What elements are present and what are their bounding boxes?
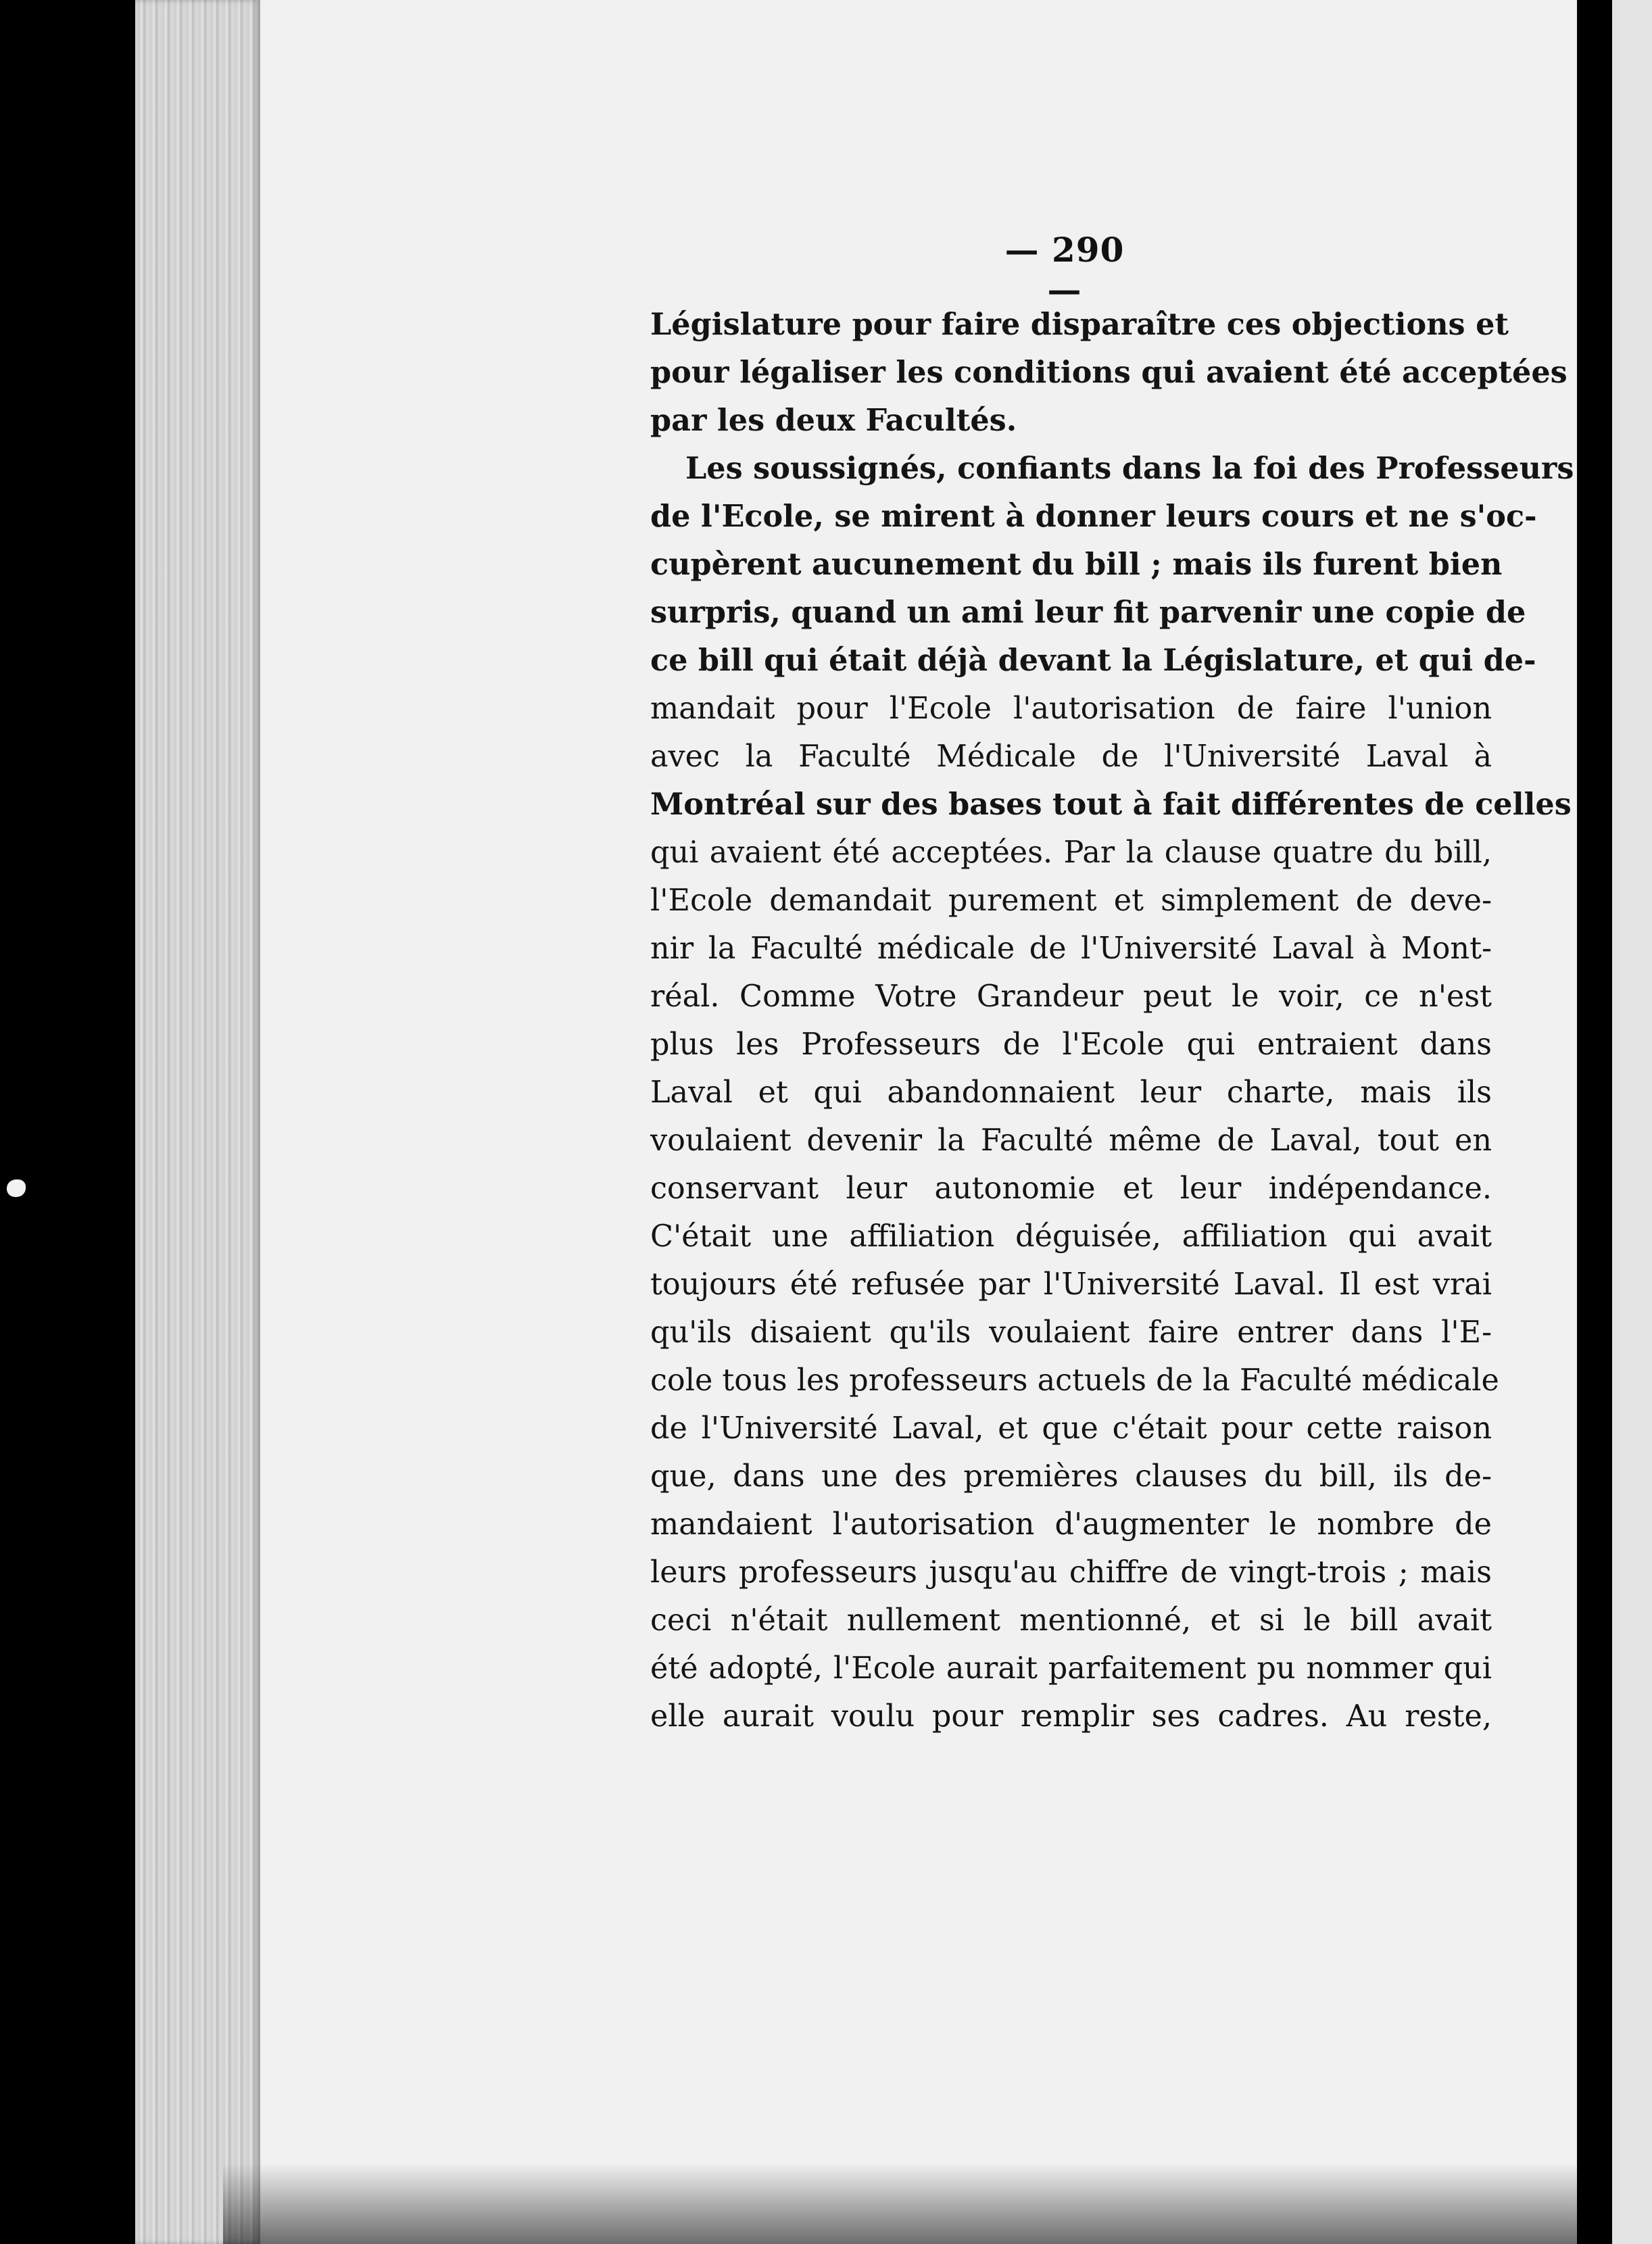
text-line: toujours été refusée par l'Université Laval. Il est vrai xyxy=(650,1267,1492,1302)
text-line: plus les Professeurs de l'Ecole qui entraient dans xyxy=(650,1027,1492,1062)
bottom-shadow xyxy=(223,2163,1577,2244)
facing-page-edge xyxy=(1612,0,1652,2244)
text-line: surpris, quand un ami leur fit parvenir une copie de xyxy=(650,595,1526,630)
text-line: cole tous les professeurs actuels de la Faculté médicale xyxy=(650,1363,1499,1398)
text-line: ce bill qui était déjà devant la Législature, et qui de- xyxy=(650,643,1536,678)
text-line: conservant leur autonomie et leur indépendance. xyxy=(650,1171,1492,1206)
text-line: pour légaliser les conditions qui avaient été acceptées xyxy=(650,355,1568,390)
text-line: voulaient devenir la Faculté même de Laval, tout en xyxy=(650,1123,1492,1158)
left-dark-margin xyxy=(0,0,135,2244)
text-line: mandait pour l'Ecole l'autorisation de faire l'union xyxy=(650,691,1492,726)
text-line: réal. Comme Votre Grandeur peut le voir, ce n'est xyxy=(650,979,1492,1014)
text-line: Laval et qui abandonnaient leur charte, mais ils xyxy=(650,1075,1492,1110)
text-line: qu'ils disaient qu'ils voulaient faire entrer dans l'E- xyxy=(650,1315,1492,1350)
text-line: de l'Ecole, se mirent à donner leurs cours et ne s'oc- xyxy=(650,499,1537,534)
text-line: C'était une affiliation déguisée, affiliation qui avait xyxy=(650,1219,1492,1254)
text-line: avec la Faculté Médicale de l'Université Laval à xyxy=(650,739,1492,774)
text-line: cupèrent aucunement du bill ; mais ils furent bien xyxy=(650,547,1503,582)
text-line: par les deux Facultés. xyxy=(650,403,1017,438)
text-line: que, dans une des premières clauses du bill, ils de- xyxy=(650,1459,1492,1494)
text-line: été adopté, l'Ecole aurait parfaitement pu nommer qui xyxy=(650,1651,1492,1686)
text-line: elle aurait voulu pour remplir ses cadres. Au reste, xyxy=(650,1699,1492,1734)
text-line: leurs professeurs jusqu'au chiffre de vingt-trois ; mais xyxy=(650,1555,1492,1590)
body-text xyxy=(650,301,1574,1740)
text-line: nir la Faculté médicale de l'Université Laval à Mont- xyxy=(650,931,1492,966)
dust-speck xyxy=(7,1179,26,1197)
gutter-shadow xyxy=(1577,0,1612,2244)
text-line: ceci n'était nullement mentionné, et si le bill avait xyxy=(650,1603,1492,1638)
text-line: Montréal sur des bases tout à fait différentes de celles xyxy=(650,787,1572,822)
text-line: Les soussignés, confiants dans la foi des Professeurs xyxy=(685,451,1574,486)
text-line: qui avaient été acceptées. Par la clause quatre du bill, xyxy=(650,835,1492,870)
text-line: Législature pour faire disparaître ces objections et xyxy=(650,307,1509,342)
text-line: mandaient l'autorisation d'augmenter le nombre de xyxy=(650,1507,1492,1542)
text-line: de l'Université Laval, et que c'était pour cette raison xyxy=(650,1411,1492,1446)
page-number: — 290 — xyxy=(1004,230,1125,310)
text-line: l'Ecole demandait purement et simplement de deve- xyxy=(650,883,1492,918)
book-page-edges xyxy=(135,0,260,2244)
